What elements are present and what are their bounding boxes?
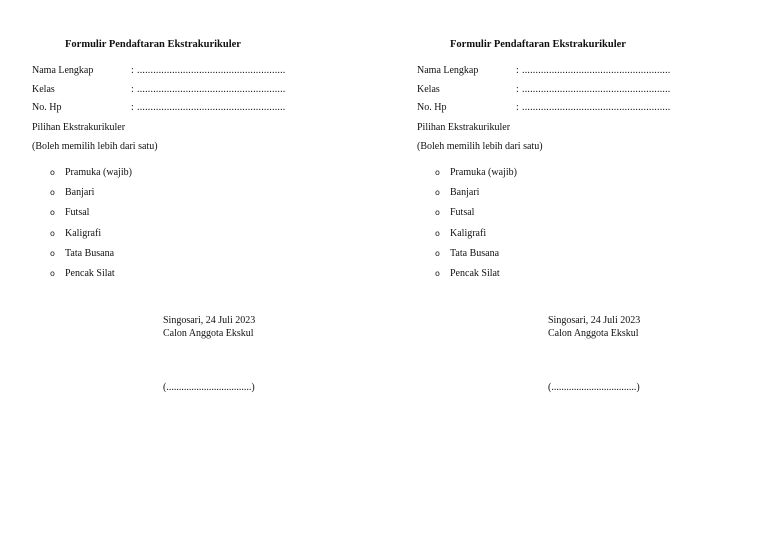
bullet-icon: o (50, 228, 55, 238)
option-label: Pencak Silat (450, 267, 500, 279)
bullet-icon: o (435, 188, 440, 198)
option-label: Banjari (65, 187, 95, 199)
field-colon: : (131, 65, 134, 76)
no-hp-field (417, 102, 671, 113)
pilihan-note: (Boleh memilih lebih dari satu) (32, 141, 158, 152)
list-item (50, 167, 132, 187)
field-label: Nama Lengkap (417, 65, 479, 76)
list-item (50, 268, 132, 288)
option-label: Futsal (450, 207, 475, 219)
list-item (50, 187, 132, 207)
pilihan-note: (Boleh memilih lebih dari satu) (417, 141, 543, 152)
option-label: Futsal (65, 207, 90, 219)
pilihan-title: Pilihan Ekstrakurikuler (417, 122, 511, 133)
list-item (435, 207, 517, 227)
field-label: Nama Lengkap (32, 65, 94, 76)
bullet-icon: o (435, 168, 440, 177)
fill-in-line: ....................................................... (137, 65, 286, 76)
field-label: Kelas (32, 84, 55, 95)
no-hp-field (32, 102, 286, 113)
field-label: Kelas (417, 84, 440, 95)
option-label: Kaligrafi (450, 227, 487, 239)
list-item (435, 228, 517, 248)
option-label: Pencak Silat (65, 267, 115, 279)
fill-in-line: ....................................................... (522, 84, 671, 95)
option-label: Banjari (450, 187, 480, 199)
signer-role: Calon Anggota Ekskul (548, 328, 639, 339)
field-label: No. Hp (32, 102, 62, 113)
signature-line: (..................................) (548, 382, 640, 393)
bullet-icon: o (435, 268, 440, 278)
fill-in-line: ....................................................... (137, 84, 286, 95)
place-date: Singosari, 24 Juli 2023 (548, 315, 641, 326)
fill-in-line: ....................................................... (522, 65, 671, 76)
option-list (50, 167, 132, 288)
option-label: Pramuka (wajib) (65, 167, 132, 178)
field-colon: : (131, 102, 134, 113)
nama-lengkap-field (417, 65, 671, 76)
field-colon: : (516, 65, 519, 76)
bullet-icon: o (50, 188, 55, 198)
list-item (435, 167, 517, 187)
place-date: Singosari, 24 Juli 2023 (163, 315, 256, 326)
kelas-field (417, 84, 671, 95)
bullet-icon: o (50, 168, 55, 177)
bullet-icon: o (435, 248, 440, 258)
list-item (435, 268, 517, 288)
fill-in-line: ....................................................... (522, 102, 671, 113)
option-label: Kaligrafi (65, 227, 102, 239)
field-label: No. Hp (417, 102, 447, 113)
option-label: Tata Busana (65, 247, 115, 259)
list-item (50, 207, 132, 227)
option-label: Pramuka (wajib) (450, 167, 517, 178)
list-item (435, 248, 517, 268)
form-title: Formulir Pendaftaran Ekstrakurikuler (450, 39, 626, 50)
fill-in-line: ....................................................... (137, 102, 286, 113)
pilihan-title: Pilihan Ekstrakurikuler (32, 122, 126, 133)
bullet-icon: o (435, 208, 440, 218)
field-colon: : (516, 102, 519, 113)
field-colon: : (131, 84, 134, 95)
registration-form-right (385, 0, 768, 543)
list-item (50, 248, 132, 268)
signer-role: Calon Anggota Ekskul (163, 328, 254, 339)
bullet-icon: o (435, 228, 440, 238)
bullet-icon: o (50, 268, 55, 278)
option-label: Tata Busana (450, 247, 500, 259)
nama-lengkap-field (32, 65, 286, 76)
option-list (435, 167, 517, 288)
list-item (50, 228, 132, 248)
kelas-field (32, 84, 286, 95)
signature-line: (..................................) (163, 382, 255, 393)
bullet-icon: o (50, 248, 55, 258)
form-title: Formulir Pendaftaran Ekstrakurikuler (65, 39, 241, 50)
list-item (435, 187, 517, 207)
bullet-icon: o (50, 208, 55, 218)
field-colon: : (516, 84, 519, 95)
